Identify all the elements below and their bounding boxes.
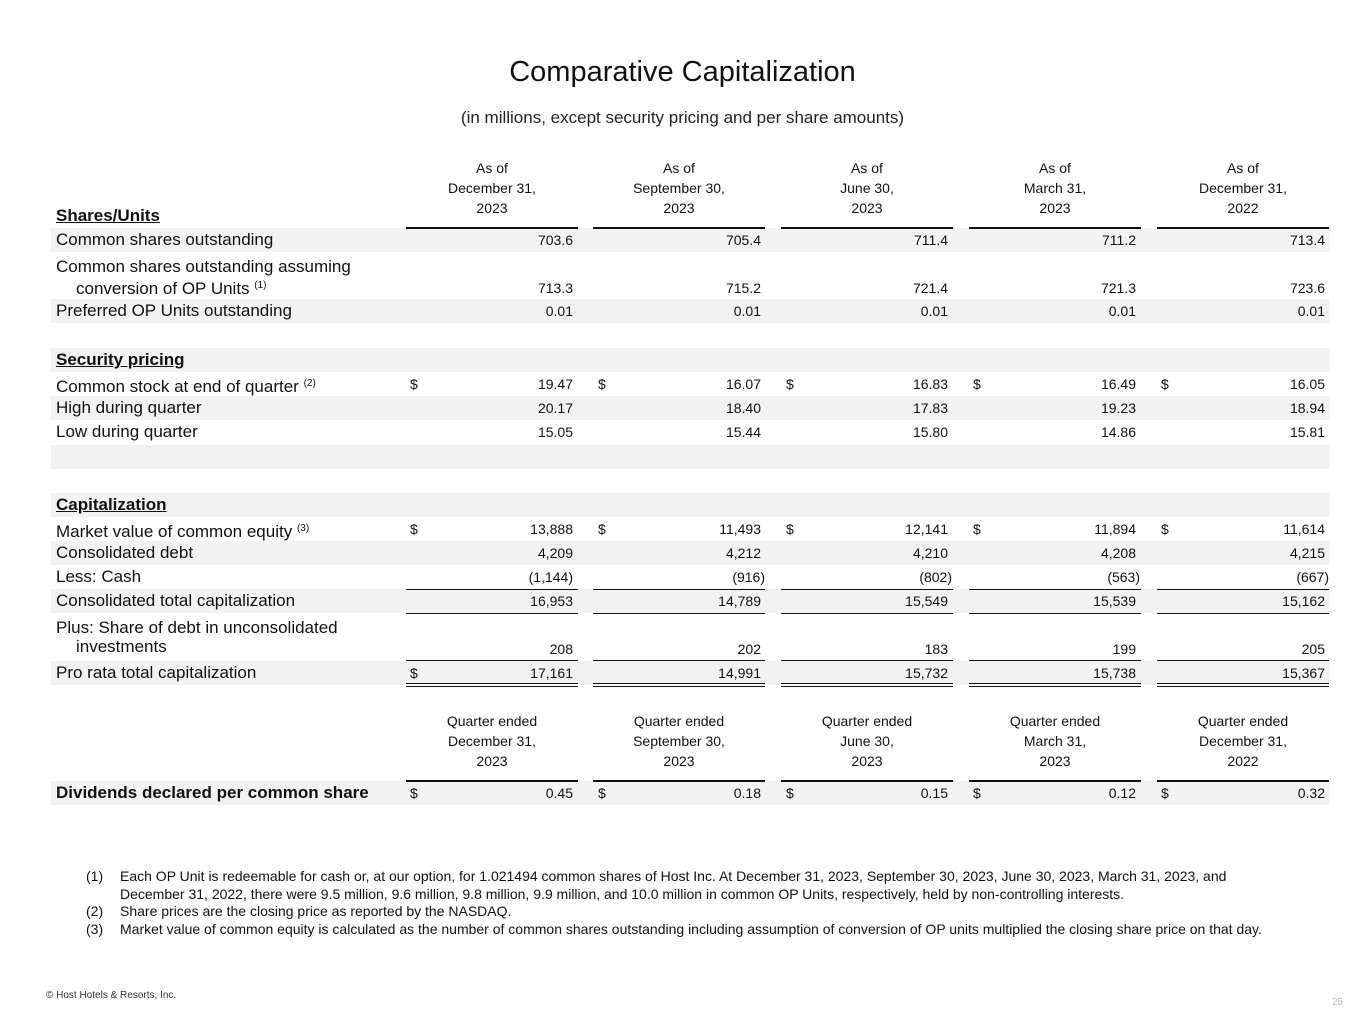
currency-symbol: $ bbox=[973, 376, 981, 392]
value-cell: 15,738 bbox=[1093, 665, 1136, 681]
value-cell: 13,888 bbox=[530, 521, 573, 537]
currency-symbol: $ bbox=[786, 785, 794, 801]
header-rule bbox=[969, 227, 1141, 229]
value-cell: 205 bbox=[1301, 641, 1325, 657]
copyright: © Host Hotels & Resorts, Inc. bbox=[46, 990, 177, 1001]
column-header: As of December 31, 2022 bbox=[1199, 160, 1287, 216]
header-rule bbox=[969, 780, 1141, 782]
double-rule bbox=[406, 683, 578, 687]
total-rule bbox=[593, 613, 765, 614]
row-label-high: High during quarter bbox=[56, 398, 202, 417]
currency-symbol: $ bbox=[973, 521, 981, 537]
total-rule bbox=[406, 660, 578, 661]
column-header-quarter: Quarter ended December 31, 2023 bbox=[446, 713, 538, 769]
value-cell: 4,210 bbox=[912, 545, 948, 561]
footnote-text: Share prices are the closing price as reported by the NASDAQ. bbox=[120, 903, 512, 919]
currency-symbol: $ bbox=[410, 665, 418, 681]
value-cell: 11,894 bbox=[1094, 521, 1136, 537]
currency-symbol: $ bbox=[598, 521, 606, 537]
section-shares-units: Shares/Units bbox=[56, 206, 160, 225]
header-rule bbox=[593, 780, 765, 782]
double-rule bbox=[1157, 683, 1329, 687]
row-band bbox=[51, 541, 1330, 565]
double-rule bbox=[593, 683, 765, 687]
page-number: 25 bbox=[1332, 997, 1344, 1008]
value-cell: 15.81 bbox=[1289, 424, 1325, 440]
value-cell: 0.01 bbox=[920, 303, 948, 319]
total-rule bbox=[406, 589, 578, 590]
header-rule bbox=[593, 227, 765, 229]
value-cell: (563) bbox=[1107, 569, 1140, 585]
value-cell: 15,367 bbox=[1282, 665, 1325, 681]
currency-symbol: $ bbox=[786, 521, 794, 537]
value-cell: 711.2 bbox=[1102, 232, 1136, 248]
value-cell: 15.80 bbox=[912, 424, 948, 440]
row-label-common-assuming: Common shares outstanding assuming bbox=[56, 257, 351, 276]
value-cell: 0.32 bbox=[1297, 785, 1325, 801]
currency-symbol: $ bbox=[410, 521, 418, 537]
row-label-market-value: Market value of common equity $^{(3)}$ bbox=[56, 522, 310, 541]
header-rule bbox=[406, 227, 578, 229]
value-cell: 14,789 bbox=[718, 593, 761, 609]
column-header: As of December 31, 2023 bbox=[448, 160, 536, 216]
value-cell: 4,208 bbox=[1100, 545, 1136, 561]
currency-symbol: $ bbox=[410, 785, 418, 801]
currency-symbol: $ bbox=[410, 376, 418, 392]
value-cell: 0.01 bbox=[545, 303, 573, 319]
total-rule bbox=[781, 660, 953, 661]
row-label-common-shares: Common shares outstanding bbox=[56, 230, 274, 249]
currency-symbol: $ bbox=[1161, 521, 1169, 537]
footnote-marker: (1) bbox=[254, 280, 267, 291]
column-header-quarter: Quarter ended December 31, 2022 bbox=[1197, 713, 1289, 769]
footnote-marker: (2) bbox=[303, 378, 316, 389]
total-rule bbox=[1157, 613, 1329, 614]
value-cell: 17,161 bbox=[530, 665, 573, 681]
value-cell: 713.3 bbox=[537, 280, 573, 296]
value-cell: 0.01 bbox=[1297, 303, 1325, 319]
value-cell: 4,209 bbox=[537, 545, 573, 561]
footnote-text: Each OP Unit is redeemable for cash or, at our option, for 1.021494 common shares of Host Inc. At December 31, 2023, September 30, 2023, June 30, 2023, March 31, 2023, and December 31, 2022, there were 9.5 million, 9.6 million, 9.8 million, 9.9 million, and 10.0 million in common OP Units, respectively, held by non-controlling interests. bbox=[120, 868, 1227, 902]
value-cell: 19.23 bbox=[1100, 400, 1136, 416]
value-cell: (802) bbox=[919, 569, 952, 585]
currency-symbol: $ bbox=[786, 376, 794, 392]
total-rule bbox=[969, 613, 1141, 614]
value-cell: 16.05 bbox=[1289, 376, 1325, 392]
column-header-quarter: Quarter ended September 30, 2023 bbox=[633, 713, 725, 769]
currency-symbol: $ bbox=[598, 376, 606, 392]
total-rule bbox=[969, 660, 1141, 661]
column-header: As of June 30, 2023 bbox=[840, 160, 894, 216]
value-cell: 705.4 bbox=[725, 232, 761, 248]
value-cell: 703.6 bbox=[537, 232, 573, 248]
footnote-number: (3) bbox=[86, 921, 104, 937]
value-cell: 15.44 bbox=[725, 424, 761, 440]
footnote-marker: (3) bbox=[296, 523, 310, 534]
value-cell: 721.4 bbox=[912, 280, 948, 296]
value-cell: 723.6 bbox=[1289, 280, 1325, 296]
value-cell: 19.47 bbox=[537, 376, 573, 392]
total-rule bbox=[969, 589, 1141, 590]
total-rule bbox=[1157, 660, 1329, 661]
row-label-dividends: Dividends declared per common share bbox=[56, 783, 369, 802]
value-cell: 4,215 bbox=[1289, 545, 1325, 561]
header-rule bbox=[781, 227, 953, 229]
double-rule bbox=[969, 683, 1141, 687]
row-label-plus-share-line2: investments bbox=[76, 637, 167, 656]
row-band bbox=[51, 445, 1330, 469]
header-rule bbox=[1157, 227, 1329, 229]
total-rule bbox=[593, 660, 765, 661]
header-rule bbox=[1157, 780, 1329, 782]
footnote-number: (1) bbox=[86, 868, 104, 884]
value-cell: 14,991 bbox=[718, 665, 761, 681]
currency-symbol: $ bbox=[1161, 785, 1169, 801]
value-cell: 721.3 bbox=[1100, 280, 1136, 296]
value-cell: 18.94 bbox=[1289, 400, 1325, 416]
value-cell: 4,212 bbox=[725, 545, 761, 561]
total-rule bbox=[406, 613, 578, 614]
row-label-low: Low during quarter bbox=[56, 422, 198, 441]
row-label-preferred: Preferred OP Units outstanding bbox=[56, 301, 292, 320]
header-rule bbox=[781, 780, 953, 782]
value-cell: 12,141 bbox=[905, 521, 948, 537]
column-header-quarter: Quarter ended March 31, 2023 bbox=[1009, 713, 1101, 769]
value-cell: 16,953 bbox=[530, 593, 573, 609]
currency-symbol: $ bbox=[598, 785, 606, 801]
value-cell: 15,162 bbox=[1282, 593, 1325, 609]
row-band bbox=[51, 348, 1330, 372]
column-header: As of March 31, 2023 bbox=[1023, 160, 1087, 216]
value-cell: (667) bbox=[1296, 569, 1329, 585]
row-label-plus-share: Plus: Share of debt in unconsolidated bbox=[56, 618, 338, 637]
currency-symbol: $ bbox=[973, 785, 981, 801]
value-cell: (916) bbox=[732, 569, 765, 585]
value-cell: 0.12 bbox=[1108, 785, 1136, 801]
section-capitalization: Capitalization bbox=[56, 495, 167, 514]
column-header: As of September 30, 2023 bbox=[633, 160, 725, 216]
value-cell: 11,614 bbox=[1283, 521, 1325, 537]
value-cell: 0.18 bbox=[733, 785, 761, 801]
value-cell: 199 bbox=[1112, 641, 1136, 657]
header-rule bbox=[406, 780, 578, 782]
value-cell: 713.4 bbox=[1289, 232, 1325, 248]
double-rule bbox=[781, 683, 953, 687]
value-cell: 15,549 bbox=[905, 593, 948, 609]
value-cell: 16.07 bbox=[725, 376, 761, 392]
value-cell: 202 bbox=[737, 641, 761, 657]
total-rule bbox=[781, 613, 953, 614]
value-cell: 715.2 bbox=[725, 280, 761, 296]
section-security-pricing: Security pricing bbox=[56, 350, 185, 369]
row-label-pro-rata: Pro rata total capitalization bbox=[56, 663, 257, 682]
total-rule bbox=[593, 589, 765, 590]
footnote-text: Market value of common equity is calculated as the number of common shares outstanding including assumption of conversion of OP units multiplied the closing share price on that day. bbox=[120, 921, 1262, 937]
footnote-number: (2) bbox=[86, 903, 104, 919]
row-band bbox=[51, 493, 1330, 517]
value-cell: 0.15 bbox=[920, 785, 948, 801]
page-subtitle: (in millions, except security pricing and per share amounts) bbox=[460, 108, 905, 127]
value-cell: 16.49 bbox=[1100, 376, 1136, 392]
value-cell: 0.01 bbox=[733, 303, 761, 319]
value-cell: 0.01 bbox=[1108, 303, 1136, 319]
value-cell: 20.17 bbox=[537, 400, 573, 416]
row-label-common-stock: Common stock at end of quarter $^{(2)}$ bbox=[56, 377, 316, 396]
column-header-quarter: Quarter ended June 30, 2023 bbox=[821, 713, 913, 769]
value-cell: 16.83 bbox=[912, 376, 948, 392]
total-rule bbox=[1157, 589, 1329, 590]
currency-symbol: $ bbox=[1161, 376, 1169, 392]
value-cell: 18.40 bbox=[725, 400, 761, 416]
row-label-total-cap: Consolidated total capitalization bbox=[56, 591, 296, 610]
value-cell: 711.4 bbox=[914, 232, 948, 248]
value-cell: 17.83 bbox=[912, 400, 948, 416]
row-label-common-assuming-line2: conversion of OP Units $^{(1)}$ bbox=[76, 279, 267, 298]
value-cell: 0.45 bbox=[545, 785, 573, 801]
row-label-debt: Consolidated debt bbox=[56, 543, 194, 562]
value-cell: 15,539 bbox=[1093, 593, 1136, 609]
row-band bbox=[51, 396, 1330, 420]
page-title: Comparative Capitalization bbox=[509, 56, 856, 88]
value-cell: 15,732 bbox=[905, 665, 948, 681]
total-rule bbox=[781, 589, 953, 590]
value-cell: 183 bbox=[924, 641, 948, 657]
value-cell: 11,493 bbox=[719, 521, 761, 537]
value-cell: (1,144) bbox=[528, 569, 573, 585]
value-cell: 14.86 bbox=[1100, 424, 1136, 440]
value-cell: 15.05 bbox=[537, 424, 573, 440]
value-cell: 208 bbox=[549, 641, 573, 657]
row-label-cash: Less: Cash bbox=[56, 567, 142, 586]
